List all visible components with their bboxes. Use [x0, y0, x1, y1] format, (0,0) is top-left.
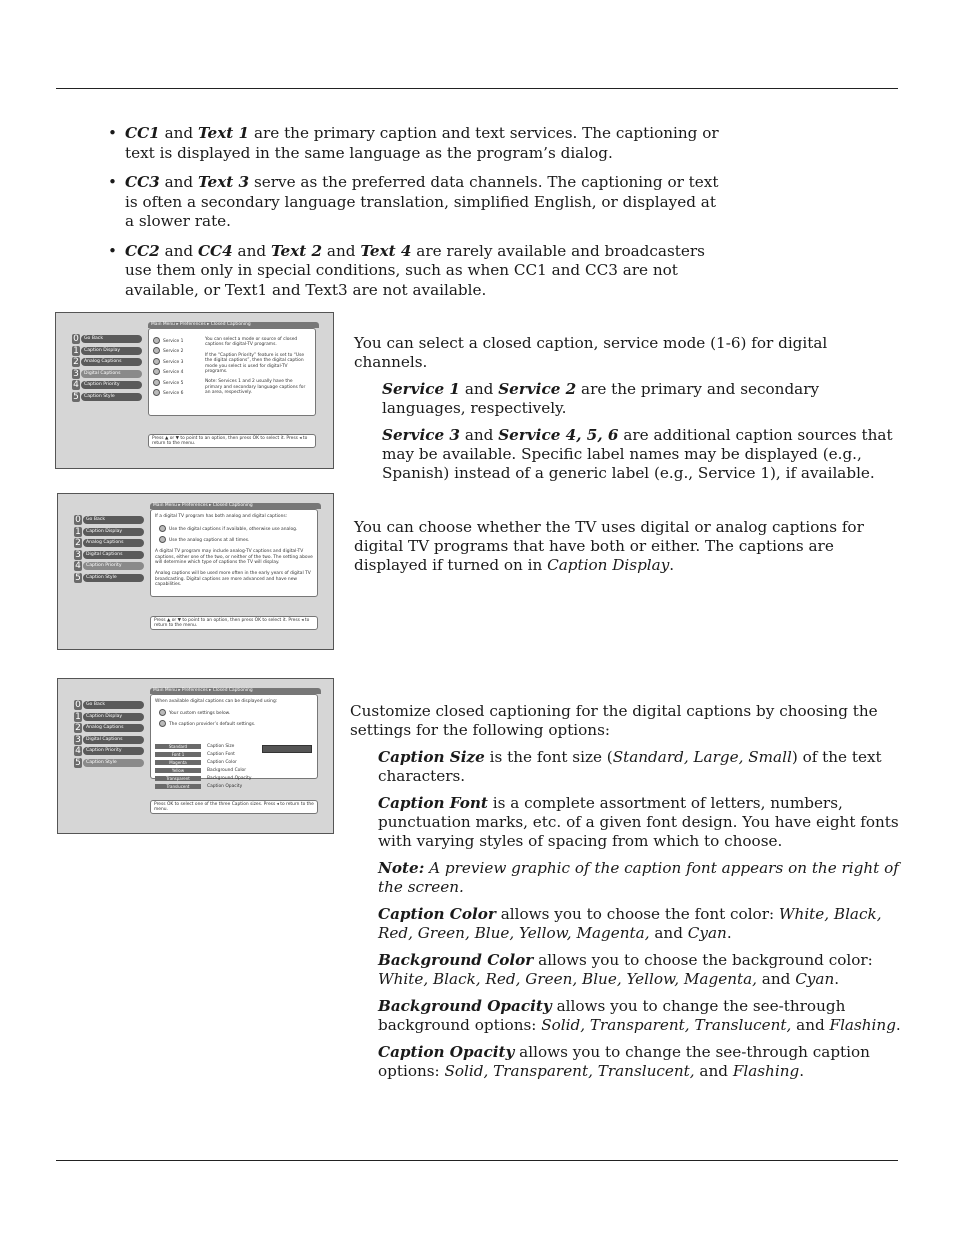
menu-number: 3 [75, 734, 81, 745]
paragraph [350, 748, 902, 786]
text-run: is the font size ( [484, 748, 613, 766]
radio-icon [153, 389, 160, 396]
italic-text: Flashing [829, 1016, 896, 1034]
bullet-item [108, 124, 728, 163]
text-run: and [460, 426, 499, 444]
bullet-icon: • [108, 173, 117, 191]
text-run: allows you to choose the background color: [533, 951, 873, 969]
text-run: . [669, 556, 675, 574]
menu-item-go-back[interactable] [74, 516, 144, 525]
menu-item-caption-display[interactable] [74, 528, 144, 537]
text-run: You can select a closed caption, service mode (1-6) for digital channels. [354, 334, 828, 371]
menu-number: 3 [75, 549, 81, 560]
desc-paragraph: If the “Caption Priority” feature is set to “Use the digital captions”, then the digital caption mode you select is used for digital-TV programs. [205, 352, 305, 375]
emphasis-term: Text 3 [197, 173, 250, 191]
priority-para: Analog captions will be used more often in the early years of digital TV broadcasting. Digital captions are more advanced and have new capabilities. [155, 571, 311, 588]
menu-item-caption-priority[interactable] [74, 562, 144, 571]
menu-item-analog-captions[interactable] [74, 539, 144, 548]
paragraph [350, 997, 902, 1035]
priority-option-digital[interactable] [155, 525, 313, 532]
menu-number: 0 [73, 334, 79, 344]
breadcrumb: Main Menu ▸ Preferences ▸ Closed Captioning [150, 503, 321, 509]
menu-label: Caption Style [81, 393, 142, 401]
desc-paragraph: You can select a mode or source of closed captions for digital-TV programs. [205, 337, 298, 348]
setting-label: Caption Font [207, 752, 235, 757]
hint-box: Press ▲ or ▼ to point to an option, then press OK to select it. Press ◂ to return to the menu. [148, 434, 316, 448]
menu-number: 1 [75, 711, 81, 722]
menu-label: Caption Priority [81, 381, 142, 389]
emphasis-term: Note: [378, 859, 425, 877]
menu-item-analog-captions[interactable] [72, 358, 142, 367]
menu-number: 0 [75, 700, 81, 710]
setting-value[interactable]: Magenta [155, 760, 201, 765]
menu-number: 4 [75, 746, 81, 757]
menu-label: Go Back [83, 701, 144, 709]
text-run: Customize closed captioning for the digital captions by choosing the settings for the following options: [350, 702, 878, 739]
text-run: and [232, 241, 271, 260]
text-run: are additional caption sources that may be available. Specific label names may be displayed (e.g., Spanish) instead of a generic label (e.g., Service 1), if available. [382, 426, 893, 482]
service-label: Service 2 [163, 349, 184, 355]
menu-item-analog-captions[interactable] [74, 724, 144, 733]
radio-icon [153, 337, 160, 344]
emphasis-term: Caption Font [378, 794, 488, 812]
text-run: and [322, 241, 361, 260]
tv-content-panel [150, 509, 318, 597]
setting-value[interactable]: Yellow [155, 768, 201, 773]
option-label: The caption provider’s default settings. [169, 721, 256, 727]
italic-text: Solid, Transparent, Translucent, [541, 1016, 792, 1034]
priority-intro: If a digital TV program has both analog and digital captions: [155, 514, 288, 519]
service-label: Service 4 [163, 370, 184, 376]
menu-label: Caption Priority [83, 562, 144, 570]
text-run: are rarely available and broadcasters use them only in special conditions, such as when CC1 and CC3 are not available, or Text1 and Text3 are not available. [125, 241, 705, 299]
radio-selected-icon [159, 525, 166, 532]
option-label: Your custom settings below. [169, 711, 231, 717]
emphasis-term: Service 3 [382, 426, 460, 444]
menu-label: Analog Captions [83, 539, 144, 547]
style-option-default[interactable] [155, 720, 313, 727]
paragraph [350, 702, 902, 740]
setting-value[interactable]: Translucent [155, 784, 201, 789]
paragraph [354, 380, 899, 418]
bullet-list [108, 124, 728, 310]
service-label: Service 6 [163, 391, 184, 396]
radio-selected-icon [159, 709, 166, 716]
menu-item-digital-captions[interactable] [74, 551, 144, 560]
emphasis-term: Caption Size [378, 748, 485, 766]
section-caption-priority-text [354, 518, 899, 583]
bullet-icon: • [108, 124, 117, 142]
text-run: and [791, 1016, 830, 1034]
text-run: and [159, 173, 198, 191]
menu-label: Caption Display [83, 528, 144, 536]
service-option[interactable] [153, 379, 183, 386]
emphasis-term: Text 2 [270, 241, 323, 260]
italic-text: White, Black, Red, Green, Blue, Yellow, Magenta, [378, 970, 757, 988]
paragraph [350, 794, 902, 851]
top-rule [56, 88, 898, 89]
screenshot-caption-priority [57, 493, 334, 650]
service-option[interactable] [153, 389, 183, 396]
breadcrumb: Main Menu ▸ Preferences ▸ Closed Captioning [150, 688, 321, 694]
emphasis-term: Caption Color [378, 905, 496, 923]
menu-item-digital-captions[interactable] [72, 370, 142, 379]
italic-text: Cyan [795, 970, 835, 988]
menu-label: Digital Captions [83, 736, 144, 744]
menu-number: 3 [73, 368, 79, 379]
setting-label: Caption Opacity [207, 784, 243, 789]
text-run: allows you to change the see-through caption options: [378, 1043, 870, 1080]
emphasis-term: Caption Opacity [378, 1043, 515, 1061]
radio-icon [159, 536, 166, 543]
service-label: Service 5 [163, 380, 184, 386]
menu-number: 5 [75, 757, 81, 768]
italic-text: Standard, Large, Small [612, 748, 792, 766]
italic-text: A preview graphic of the caption font appears on the right of the screen. [378, 859, 899, 896]
service-label: Service 3 [163, 359, 184, 365]
menu-label: Digital Captions [81, 370, 142, 378]
menu-label: Caption Priority [83, 747, 144, 755]
bullet-item [108, 173, 728, 232]
screenshot-digital-captions [55, 312, 334, 469]
menu-label: Caption Display [83, 713, 144, 721]
desc-paragraph: Note: Services 1 and 2 usually have the primary and secondary language captions for an area, respectively. [205, 379, 306, 396]
bullet-icon: • [108, 241, 117, 260]
emphasis-term: Text 1 [197, 124, 250, 142]
priority-para: A digital TV program may include analog-TV captions and digital-TV captions, either one of the two, or neither of the two. The setting above will determine which type of captions the TV will display. [155, 549, 313, 566]
hint-box: Press ▲ or ▼ to point to an option, then press OK to select it. Press ◂ to return to the menu. [150, 616, 318, 630]
hint-box: Press OK to select one of the three Caption sizes. Press ◂ to return to the menu. [150, 800, 318, 814]
setting-label: Caption Size [207, 744, 235, 749]
text-run: and [649, 924, 688, 942]
style-option-custom[interactable] [155, 709, 313, 716]
menu-label: Caption Style [83, 759, 144, 767]
style-intro: When available digital captions can be displayed using: [155, 699, 278, 704]
text-run: and [694, 1062, 733, 1080]
italic-text: Flashing [732, 1062, 800, 1080]
menu-number: 5 [73, 391, 79, 402]
paragraph [350, 859, 902, 897]
menu-item-caption-display[interactable] [72, 347, 142, 356]
service-option[interactable] [153, 337, 183, 344]
menu-label: Analog Captions [83, 724, 144, 732]
emphasis-term: CC1 [125, 124, 160, 142]
tv-menu [72, 335, 142, 405]
radio-icon [153, 379, 160, 386]
menu-number: 2 [73, 357, 79, 368]
menu-label: Go Back [83, 516, 144, 524]
text-run: and [756, 970, 796, 988]
paragraph [354, 426, 899, 483]
text-run: and [159, 124, 198, 142]
tv-content-panel [150, 694, 318, 789]
menu-item-go-back[interactable] [72, 335, 142, 344]
menu-number: 4 [73, 380, 79, 391]
text-run: . [799, 1062, 805, 1080]
text-run: . [895, 1016, 901, 1034]
paragraph [350, 951, 902, 989]
service-option[interactable] [153, 347, 183, 354]
setting-label: Background Color [207, 768, 247, 773]
radio-icon [153, 347, 160, 354]
menu-label: Digital Captions [83, 551, 144, 559]
service-option[interactable] [153, 358, 183, 365]
service-description [205, 337, 309, 396]
emphasis-term: Service 1 [382, 380, 460, 398]
paragraph [350, 1043, 902, 1081]
emphasis-term: CC4 [197, 241, 233, 260]
menu-number: 1 [75, 526, 81, 537]
text-run: ) of the text characters. [378, 748, 882, 785]
menu-item-digital-captions[interactable] [74, 736, 144, 745]
text-run: allows you to choose the font color: [495, 905, 779, 923]
section-digital-captions-text [354, 334, 899, 491]
paragraph [354, 334, 899, 372]
italic-text: Caption Display [547, 556, 670, 574]
text-run: . [834, 970, 840, 988]
text-run: are the primary and secondary languages, respectively. [382, 380, 820, 417]
screenshot-caption-style [57, 678, 334, 834]
menu-item-caption-priority[interactable] [72, 381, 142, 390]
menu-number: 5 [75, 572, 81, 583]
setting-value[interactable]: Transparent [155, 776, 201, 781]
setting-value[interactable]: Font 1 [155, 752, 201, 757]
menu-number: 1 [73, 345, 79, 356]
tv-menu [74, 516, 144, 586]
menu-item-go-back[interactable] [74, 701, 144, 710]
menu-number: 0 [75, 515, 81, 525]
setting-label: Caption Color [207, 760, 237, 765]
text-run: You can choose whether the TV uses digital or analog captions for digital TV programs that have both or either. The captions are displayed if turned on in [354, 518, 864, 574]
italic-text: White, Black, Red, Green, Blue, Yellow, Magenta, [378, 905, 882, 942]
service-option[interactable] [153, 368, 183, 375]
setting-value[interactable]: Standard [155, 744, 201, 749]
text-run: and [460, 380, 499, 398]
menu-item-caption-style[interactable] [74, 759, 144, 768]
text-run: are the primary caption and text services. The captioning or text is displayed in the same language as the program’s dialog. [125, 124, 719, 162]
setting-label: Background Opacity [207, 776, 252, 781]
text-run: allows you to change the see-through background options: [378, 997, 846, 1034]
emphasis-term: Service 4, 5, 6 [498, 426, 619, 444]
menu-label: Caption Style [83, 574, 144, 582]
text-run: serve as the preferred data channels. The captioning or text is often a secondary language translation, simplified English, or displayed at a slower rate. [125, 173, 719, 230]
bottom-rule [56, 1160, 898, 1161]
radio-icon [159, 720, 166, 727]
caption-font-preview [262, 745, 312, 753]
menu-item-caption-display[interactable] [74, 713, 144, 722]
text-run: and [159, 241, 198, 260]
paragraph [354, 518, 899, 575]
tv-menu [74, 701, 144, 771]
menu-item-caption-style[interactable] [74, 574, 144, 583]
text-run: is a complete assortment of letters, numbers, punctuation marks, etc. of a given font design. You have eight fonts with varying styles of spacing from which to choose. [378, 794, 899, 850]
emphasis-term: CC2 [125, 241, 160, 260]
menu-item-caption-style[interactable] [72, 393, 142, 402]
emphasis-term: Text 4 [360, 241, 412, 260]
menu-number: 2 [75, 723, 81, 734]
menu-label: Analog Captions [81, 358, 142, 366]
menu-label: Go Back [81, 335, 142, 343]
menu-number: 4 [75, 561, 81, 572]
menu-item-caption-priority[interactable] [74, 747, 144, 756]
radio-icon [153, 358, 160, 365]
italic-text: Cyan [687, 924, 727, 942]
italic-text: Solid, Transparent, Translucent, [444, 1062, 695, 1080]
emphasis-term: CC3 [125, 173, 160, 191]
text-run: . [726, 924, 732, 942]
priority-option-analog[interactable] [155, 536, 313, 543]
radio-icon [153, 368, 160, 375]
emphasis-term: Background Color [378, 951, 534, 969]
option-label: Use the digital captions if available, otherwise use analog. [169, 527, 298, 533]
breadcrumb: Main Menu ▸ Preferences ▸ Closed Captioning [148, 322, 319, 328]
tv-content-panel [148, 328, 316, 416]
menu-label: Caption Display [81, 347, 142, 355]
emphasis-term: Background Opacity [378, 997, 552, 1015]
option-label: Use the analog captions at all times. [169, 537, 250, 543]
emphasis-term: Service 2 [498, 380, 577, 398]
service-label: Service 1 [163, 339, 184, 344]
menu-number: 2 [75, 538, 81, 549]
section-caption-style-text [350, 702, 902, 1089]
paragraph [350, 905, 902, 943]
bullet-item [108, 242, 728, 301]
